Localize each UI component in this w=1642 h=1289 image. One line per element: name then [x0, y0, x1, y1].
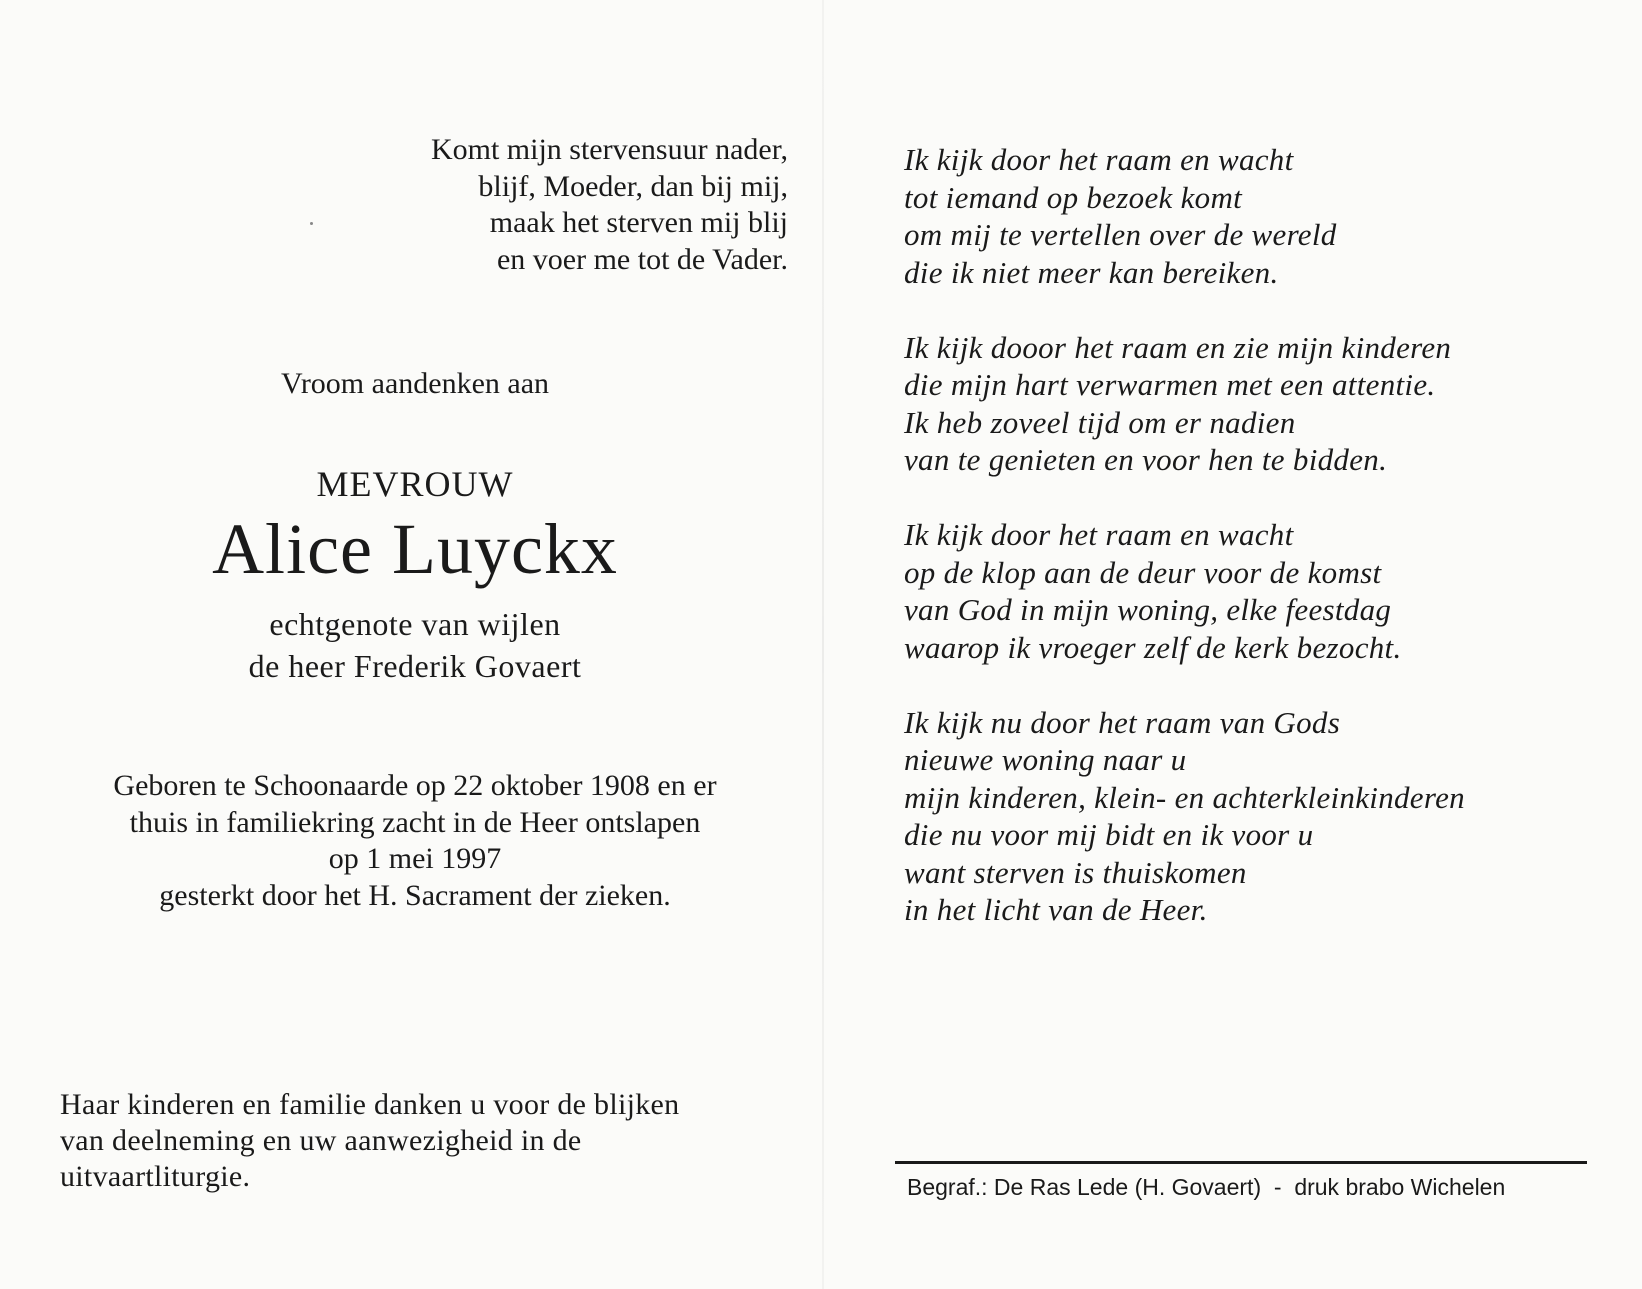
- poem-line: waarop ik vroeger zelf de kerk bezocht.: [904, 629, 1402, 665]
- birth-death-line: op 1 mei 1997: [328, 842, 502, 875]
- poem-line: tot iemand op bezoek komt: [904, 179, 1243, 215]
- poem-stanza: [904, 329, 1604, 479]
- thanks-line: Haar kinderen en familie danken u voor de blijken: [60, 1088, 680, 1121]
- poem-stanza: [904, 704, 1604, 929]
- poem-line: van te genieten en voor hen te bidden.: [904, 442, 1388, 477]
- memorial-heading: Vroom aandenken aan: [280, 367, 550, 400]
- poem-line: op de klop aan de deur voor de komst: [904, 554, 1382, 590]
- birth-death-info: [0, 768, 830, 914]
- poem-line: Ik kijk door het raam en wacht: [904, 517, 1294, 552]
- verse-line: en voer me tot de Vader.: [496, 242, 788, 276]
- opening-verse: [300, 132, 788, 278]
- birth-death-line: Geboren te Schoonaarde op 22 oktober 1908 en er: [113, 769, 717, 802]
- thanks-note: [60, 1087, 760, 1195]
- poem-line: nieuwe woning naar u: [904, 742, 1187, 777]
- poem-line: Ik kijk dooor het raam en zie mijn kinderen: [904, 329, 1452, 365]
- poem-line: Ik heb zoveel tijd om er nadien: [904, 404, 1296, 440]
- poem: [904, 141, 1604, 966]
- poem-line: van God in mijn woning, elke feestdag: [904, 592, 1392, 627]
- deceased-name: Alice Luyckx: [212, 509, 618, 589]
- birth-death-line: gesterkt door het H. Sacrament der zieken.: [159, 878, 671, 912]
- thanks-line: van deelneming en uw aanwezigheid in de: [60, 1124, 582, 1157]
- poem-line: die nu voor mij bidt en ik voor u: [904, 817, 1314, 852]
- birth-death-line: thuis in familiekring zacht in de Heer ontslapen: [129, 805, 701, 839]
- poem-line: Ik kijk nu door het raam van Gods: [904, 704, 1341, 740]
- spouse-info: [0, 603, 830, 687]
- poem-line: die mijn hart verwarmen met een attentie.: [904, 367, 1436, 402]
- poem-line: want sterven is thuiskomen: [904, 854, 1247, 890]
- verse-line: Komt mijn stervensuur nader,: [430, 133, 788, 166]
- poem-line: om mij te vertellen over de wereld: [904, 217, 1337, 252]
- thanks-line: uitvaartliturgie.: [60, 1160, 251, 1193]
- verse-line: blijf, Moeder, dan bij mij,: [478, 169, 788, 203]
- poem-line: in het licht van de Heer.: [904, 892, 1208, 927]
- printer-credits: Begraf.: De Ras Lede (H. Govaert) - druk brabo Wichelen: [907, 1174, 1506, 1200]
- title-mevrouw: MEVROUW: [316, 464, 514, 504]
- poem-stanza: [904, 516, 1604, 666]
- footer-divider: [895, 1161, 1587, 1164]
- spouse-line: echtgenote van wijlen: [269, 606, 561, 642]
- poem-line: die ik niet meer kan bereiken.: [904, 254, 1279, 290]
- verse-line: maak het sterven mij blij: [489, 206, 788, 239]
- poem-line: Ik kijk door het raam en wacht: [904, 142, 1294, 177]
- spouse-line: de heer Frederik Govaert: [248, 648, 582, 684]
- poem-stanza: [904, 141, 1604, 291]
- poem-line: mijn kinderen, klein- en achterkleinkinderen: [904, 779, 1465, 815]
